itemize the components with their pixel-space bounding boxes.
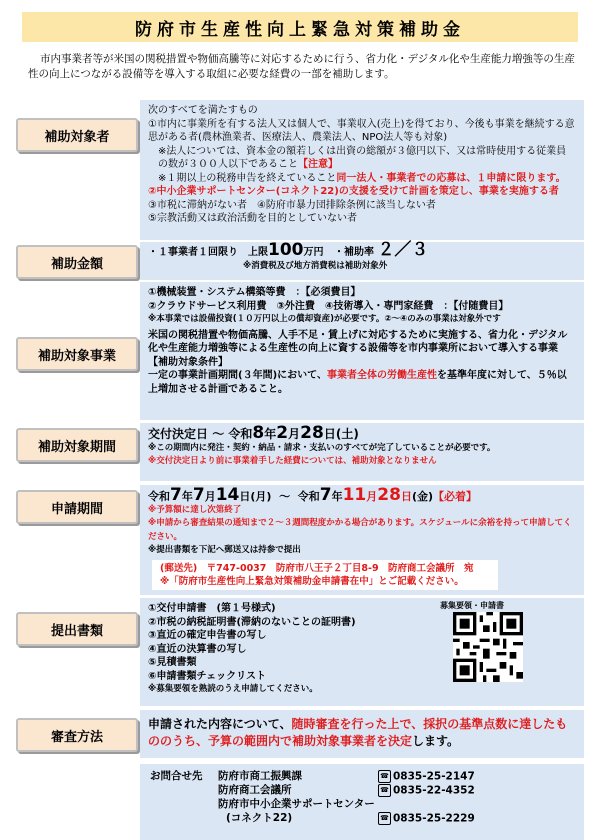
- review-box: [140, 710, 584, 758]
- project-line: [148, 369, 576, 396]
- period-month-unit: 月: [288, 427, 301, 441]
- label-docs: 提出書類: [16, 612, 138, 646]
- label-amount: 補助金額: [16, 245, 138, 279]
- eligible-note: ※１期以上の税務申告を終えていること: [158, 172, 337, 184]
- contact-tel: 0835-22-4352: [393, 784, 475, 797]
- amount-prefix: ・１事業者１回限り 上限: [148, 247, 268, 258]
- review-text: 申請された内容について、: [148, 717, 292, 731]
- period-month: 2: [276, 423, 289, 443]
- docs-item: ⑤見積書類: [148, 657, 197, 668]
- project-text: 一定の事業計画期間(３年間)において、: [148, 370, 327, 381]
- apply-must: 【必着】: [433, 490, 477, 503]
- review-highlight: 随時審査を行った上で、採択の基準点数に達したもののうち、予算の範囲内で補助対象事業者を決定: [148, 717, 568, 748]
- page-title: 防府市生産性向上緊急対策補助金: [22, 12, 578, 42]
- period-day: 28: [300, 423, 324, 443]
- period-start: 交付決定日: [148, 427, 209, 441]
- apply-box: [140, 485, 584, 595]
- rate-label: ・補助率: [333, 247, 374, 258]
- project-highlight: 事業者全体の労働生産性: [326, 370, 437, 381]
- contact-row: [150, 770, 574, 784]
- period-date: [148, 423, 576, 443]
- contact-row: [150, 812, 574, 826]
- amount-unit: 万円: [303, 247, 324, 258]
- eligible-line: 次のすべてを満たすもの: [148, 105, 258, 116]
- mail-note: ※「防府市生産性向上緊急対策補助金申請書在中」とご記載ください。: [160, 575, 464, 587]
- docs-item: ②市税の納税証明書(滞納のないことの証明書): [148, 616, 356, 628]
- docs-note: ※募集要領を熟読のうえ申請してください。: [148, 684, 318, 694]
- eligible-note: ※法人については、資本金の額若しくは出資の総額が３億円以下、又は常時使用する従業員の数が３００人以下であること: [158, 145, 567, 170]
- eligible-warning: 【注意】: [298, 159, 338, 170]
- qr-label: 募集要領・申請書: [440, 601, 504, 610]
- qr-code-icon[interactable]: [453, 612, 523, 682]
- project-line: ②クラウドサービス利用費 ③外注費 ④技術導入・専門家経費 ：【付随費目】: [148, 300, 509, 312]
- contact-tel: 0835-25-2229: [393, 812, 475, 824]
- apply-dow1: (月): [250, 490, 272, 503]
- apply-era: 令和: [297, 490, 320, 503]
- docs-item: ①交付申請書 (第１号様式): [148, 603, 276, 614]
- contact-name: 防府市商工振興課: [218, 770, 302, 782]
- eligible-line: [148, 145, 576, 172]
- apply-note: ※申請から審査結果の通知まで２～３週間程度かかる場合があります。スケジュールに余裕を持って申請してください。: [148, 518, 572, 542]
- project-text: を基準年度に対して、５％以上増加させる計画であること。: [148, 370, 567, 395]
- docs-item: ④直近の決算書の写し: [148, 643, 247, 655]
- phone-icon: ☎: [378, 812, 391, 825]
- apply-era: 令和: [148, 490, 170, 503]
- eligible-line: [148, 172, 576, 186]
- docs-item: ③直近の確定申告書の写し: [148, 630, 267, 641]
- project-box: [140, 282, 584, 420]
- period-note: ※交付決定日より前に事業着手した経費については、補助対象となりません: [148, 456, 437, 466]
- phone-icon: ☎: [378, 770, 391, 783]
- label-period: 補助対象期間: [16, 428, 138, 462]
- label-eligible: 補助対象者: [16, 118, 138, 152]
- eligible-line: ③市税に滞納がない者 ④防府市暴力団排除条例に該当しない者: [148, 199, 436, 211]
- contact-box: [140, 764, 584, 840]
- project-line: ①機械装置・システム構築等費 ：【必須費目】: [148, 287, 361, 298]
- label-apply: 申請期間: [16, 490, 138, 524]
- label-project: 補助対象事業: [16, 337, 138, 371]
- contact-name: 防府商工会議所: [218, 784, 292, 796]
- phone-icon: ☎: [378, 784, 391, 797]
- apply-day1: 14: [215, 485, 240, 505]
- eligible-line: ②中小企業サポートセンター(コネクト22)の支援を受けて計画を策定し、事業を実施する者: [148, 186, 559, 197]
- mail-address: (郵送先) 〒747-0037 防府市八王子２丁目8-9 防府商工会議所 宛: [160, 562, 474, 574]
- eligible-line: ①市内に事業所を有する法人又は個人で、事業収入(売上)を得ており、今後も事業を継続する意思がある者(農林漁業者、医療法人、農業法人、NPO法人等も対象): [148, 118, 575, 143]
- eligible-box: [140, 100, 584, 240]
- apply-month2: 11: [342, 485, 367, 505]
- contact-name: (コネクト22): [226, 811, 293, 824]
- period-dow: (土): [335, 427, 359, 441]
- period-tilde: ～: [212, 427, 225, 441]
- contact-row: [150, 798, 574, 812]
- apply-year1: 7: [170, 485, 182, 505]
- review-text: します。: [412, 734, 460, 748]
- apply-dow2: (金): [411, 490, 433, 503]
- eligible-warning: 同一法人・事業者での応募は、１申請に限ります。: [336, 172, 566, 184]
- apply-month1: 7: [192, 485, 205, 505]
- mail-address-box: [152, 560, 498, 590]
- period-year: 8: [252, 423, 265, 443]
- amount-value: 100: [268, 240, 304, 260]
- apply-day2: 28: [377, 485, 401, 505]
- period-box: [140, 423, 584, 481]
- apply-note: ※予算額に達し次第終了: [148, 504, 242, 515]
- project-line: ※本事業では設備投資(１０万円以上の償却資産)が必要です。②～④のみの事業は対象外です: [148, 314, 501, 324]
- docs-item: ⑥申請書類チェックリスト: [148, 670, 266, 682]
- apply-year2: 7: [319, 485, 332, 505]
- contact-row: [150, 784, 574, 798]
- apply-note: ※提出書類を下記へ郵送又は持参で提出: [148, 545, 301, 555]
- amount-line: [148, 240, 576, 260]
- period-day-unit: 日: [323, 427, 336, 441]
- amount-box: [140, 242, 584, 280]
- amount-note: ※消費税及び地方消費税は補助対象外: [243, 260, 388, 271]
- project-line: 米国の関税措置や物価高騰、人手不足・賃上げに対応するために実施する、省力化・デジタル化や生産能力増強等による生産性の向上に資する設備等を市内事業所において導入する事業: [148, 329, 568, 354]
- period-era: 令和: [228, 427, 253, 441]
- label-review: 審査方法: [16, 718, 138, 752]
- contact-heading: お問合せ先: [150, 770, 203, 782]
- period-year-unit: 年: [264, 427, 277, 441]
- apply-dates: 令和7年7月14日(月) ～ 令和7年11月28日(金)【必着】: [148, 485, 477, 505]
- project-line: 【補助対象条件】: [148, 356, 228, 368]
- rate-value: ２／３: [377, 240, 429, 260]
- intro-text: 市内事業者等が米国の関税措置や物価高騰等に対応するために行う、省力化・デジタル化や生産能力増強等の生産性の向上につながる設備等を導入する取組に必要な経費の一部を補助します。: [28, 53, 575, 80]
- contact-name: 防府市中小企業サポートセンター: [218, 798, 375, 810]
- eligible-line: ⑤宗教活動又は政治活動を目的としていない者: [148, 213, 357, 224]
- contact-tel: 0835-25-2147: [393, 770, 475, 783]
- period-note: ※この期間内に発注・契約・納品・請求・支払いのすべてが完了していることが必要です。: [148, 442, 496, 453]
